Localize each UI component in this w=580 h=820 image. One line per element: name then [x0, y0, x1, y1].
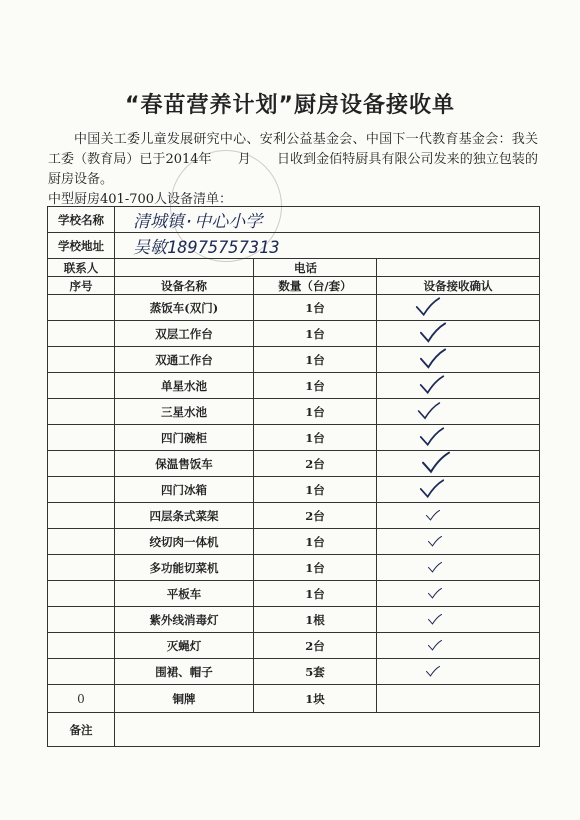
item-confirm [377, 607, 540, 633]
item-confirm [377, 425, 540, 451]
item-confirm [377, 295, 540, 321]
check-mark-icon [427, 613, 443, 625]
column-header-row [48, 277, 540, 295]
item-confirm [377, 529, 540, 555]
item-confirm [377, 347, 540, 373]
check-mark-icon [419, 347, 447, 371]
item-qty: 2台 [254, 503, 377, 529]
remark-label: 备注 [48, 713, 115, 747]
item-confirm [377, 451, 540, 477]
item-name: 四门碗柜 [115, 425, 254, 451]
item-qty: 1台 [254, 321, 377, 347]
receipt-table [47, 206, 540, 747]
item-row [48, 555, 540, 581]
item-row [48, 321, 540, 347]
item-row [48, 477, 540, 503]
remark-row [48, 713, 540, 747]
phone-label: 电话 [254, 259, 377, 277]
item-row [48, 633, 540, 659]
item-confirm [377, 503, 540, 529]
page-title: “春苗营养计划”厨房设备接收单 [125, 93, 455, 118]
item-qty: 1台 [254, 425, 377, 451]
item-name: 保温售饭车 [115, 451, 254, 477]
item-row [48, 659, 540, 685]
item-name: 双层工作台 [115, 321, 254, 347]
check-mark-icon [419, 373, 445, 395]
item-name: 三星水池 [115, 399, 254, 425]
item-index [48, 347, 115, 373]
check-mark-icon [427, 561, 443, 573]
item-row [48, 399, 540, 425]
check-mark-icon [425, 665, 441, 677]
plaque-row [48, 685, 540, 713]
item-row [48, 425, 540, 451]
check-mark-icon [419, 321, 447, 345]
item-qty: 1台 [254, 295, 377, 321]
item-name: 平板车 [115, 581, 254, 607]
item-confirm [377, 581, 540, 607]
item-qty: 1台 [254, 529, 377, 555]
item-name: 灭蝇灯 [115, 633, 254, 659]
item-qty: 1台 [254, 555, 377, 581]
item-name: 围裙、帽子 [115, 659, 254, 685]
item-index [48, 555, 115, 581]
check-mark-icon [427, 535, 443, 547]
school-address-value: 吴敏18975757313 [115, 233, 540, 259]
item-qty: 1台 [254, 373, 377, 399]
list-caption: 中型厨房401-700人设备清单： [48, 192, 233, 207]
item-name: 四门冰箱 [115, 477, 254, 503]
school-name-row [48, 207, 540, 233]
intro-paragraph [48, 130, 538, 190]
item-qty: 2台 [254, 633, 377, 659]
item-confirm [377, 633, 540, 659]
plaque-qty: 1块 [254, 685, 377, 713]
item-qty: 1台 [254, 477, 377, 503]
item-qty: 1台 [254, 399, 377, 425]
item-index [48, 451, 115, 477]
check-mark-icon [425, 509, 441, 521]
item-qty: 2台 [254, 451, 377, 477]
item-name: 四层条式菜架 [115, 503, 254, 529]
check-mark-icon [421, 451, 451, 476]
item-name: 紫外线消毒灯 [115, 607, 254, 633]
item-row [48, 451, 540, 477]
item-index [48, 425, 115, 451]
item-confirm [377, 373, 540, 399]
remark-value [115, 713, 540, 747]
item-row [48, 607, 540, 633]
check-mark-icon [427, 639, 443, 651]
item-name: 单星水池 [115, 373, 254, 399]
school-address-label: 学校地址 [48, 233, 115, 259]
item-index [48, 321, 115, 347]
item-confirm [377, 659, 540, 685]
check-mark-icon [427, 587, 443, 599]
item-index [48, 373, 115, 399]
col-confirm-header: 设备接收确认 [377, 277, 540, 295]
item-index [48, 399, 115, 425]
check-mark-icon [417, 401, 441, 421]
item-index [48, 529, 115, 555]
item-confirm [377, 477, 540, 503]
item-qty: 1台 [254, 581, 377, 607]
item-row [48, 529, 540, 555]
item-index [48, 607, 115, 633]
col-name-header: 设备名称 [115, 277, 254, 295]
intro-text: 中国关工委儿童发展研究中心、安利公益基金会、中国下一代教育基金会：我关工委（教育局）已于2014年 月 日收到金佰特厨具有限公司发来的独立包装的厨房设备。 [48, 132, 538, 187]
plaque-confirm [377, 685, 540, 713]
col-index-header: 序号 [48, 277, 115, 295]
plaque-name: 铜牌 [115, 685, 254, 713]
item-name: 双通工作台 [115, 347, 254, 373]
item-index [48, 477, 115, 503]
item-row [48, 295, 540, 321]
check-mark-icon [419, 425, 445, 447]
school-name-label: 学校名称 [48, 207, 115, 233]
item-index [48, 503, 115, 529]
item-name: 绞切肉一体机 [115, 529, 254, 555]
item-name: 多功能切菜机 [115, 555, 254, 581]
check-mark-icon [415, 295, 441, 317]
check-mark-icon [419, 477, 445, 499]
phone-value [377, 259, 540, 277]
item-index [48, 659, 115, 685]
item-name: 蒸饭车(双门) [115, 295, 254, 321]
item-qty: 1台 [254, 347, 377, 373]
item-index [48, 633, 115, 659]
item-confirm [377, 399, 540, 425]
contact-value [115, 259, 254, 277]
plaque-index: 0 [48, 685, 115, 713]
contact-row [48, 259, 540, 277]
item-index [48, 295, 115, 321]
item-row [48, 503, 540, 529]
item-qty: 1根 [254, 607, 377, 633]
item-row [48, 347, 540, 373]
school-address-row [48, 233, 540, 259]
item-index [48, 581, 115, 607]
contact-label: 联系人 [48, 259, 115, 277]
item-qty: 5套 [254, 659, 377, 685]
item-confirm [377, 555, 540, 581]
item-row [48, 581, 540, 607]
item-row [48, 373, 540, 399]
item-confirm [377, 321, 540, 347]
col-qty-header: 数量（台/套） [254, 277, 377, 295]
school-name-value: 清城镇·中心小学 [115, 207, 540, 233]
